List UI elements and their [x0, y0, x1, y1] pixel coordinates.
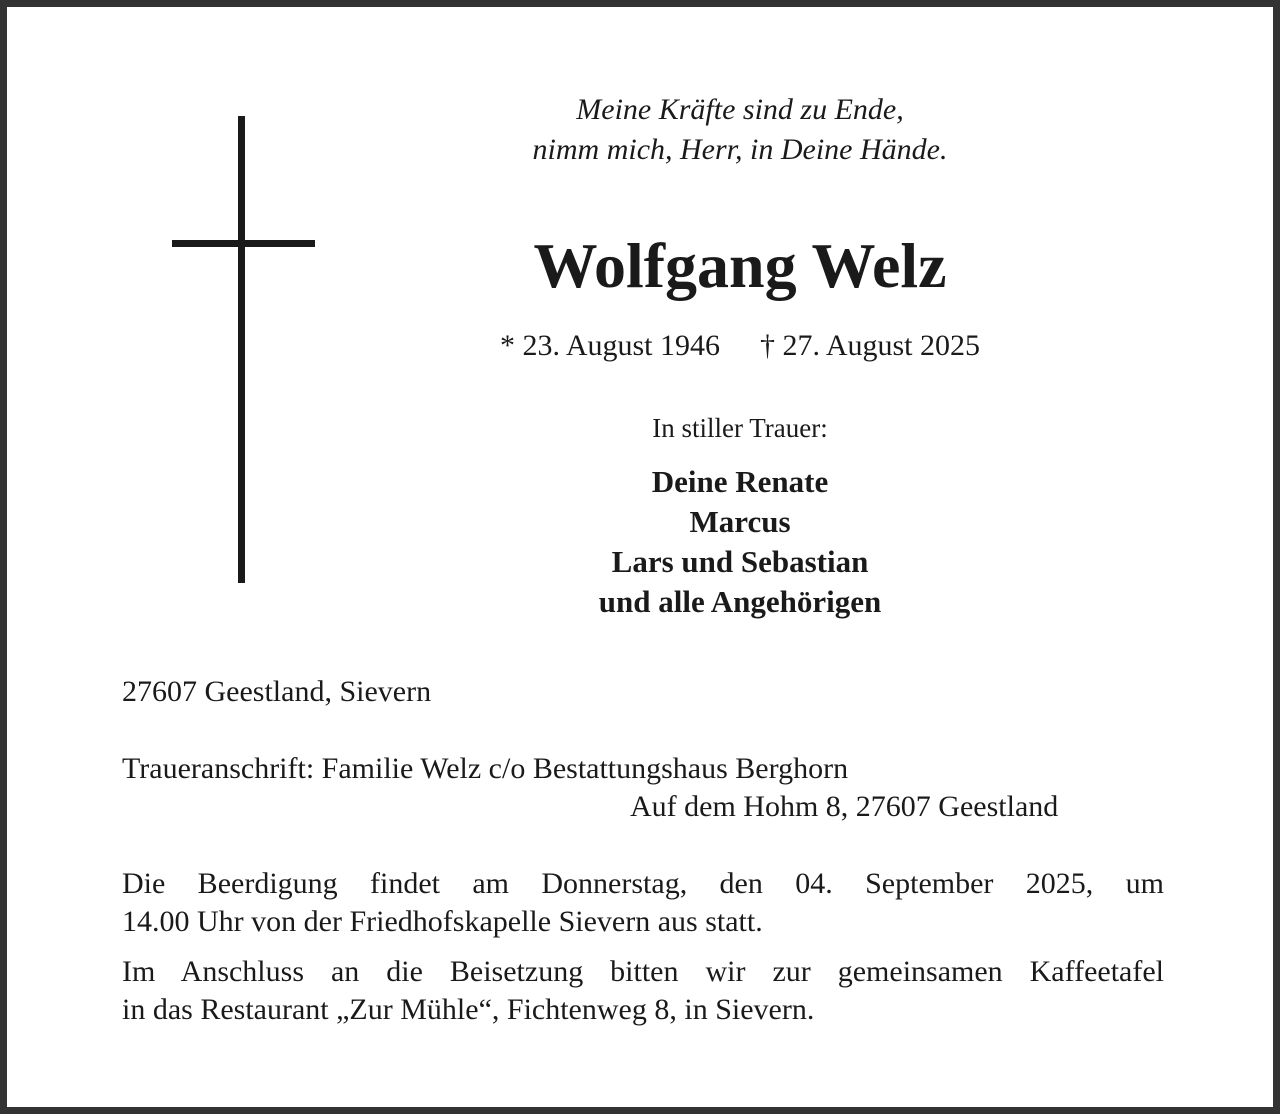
mourner: Marcus — [689, 504, 791, 539]
mourner: Deine Renate — [651, 464, 829, 499]
mourner: Lars und Sebastian — [611, 544, 869, 579]
funeral-notice — [122, 865, 1164, 941]
verse-line-2: nimm mich, Herr, in Deine Hände. — [532, 133, 948, 166]
funeral-line-2: 14.00 Uhr von der Friedhofskapelle Sievern aus statt. — [122, 905, 763, 938]
cross-horizontal-bar — [172, 240, 315, 247]
cross-vertical-bar — [238, 116, 245, 583]
funeral-line-1: Die Beerdigung findet am Donnerstag, den 04. September 2025, um — [122, 867, 1164, 900]
birth-date: * 23. August 1946 — [499, 329, 720, 362]
life-dates — [390, 326, 1090, 366]
mourner: und alle Angehörigen — [598, 584, 882, 619]
reception-notice — [122, 953, 1164, 1029]
deceased-name: Wolfgang Welz — [533, 230, 947, 301]
address-line-1: Traueranschrift: Familie Welz c/o Bestattungshaus Berghorn — [122, 752, 849, 785]
mourning-intro: In stiller Trauer: — [652, 413, 828, 443]
verse-line-1: Meine Kräfte sind zu Ende, — [576, 93, 904, 126]
death-date: † 27. August 2025 — [760, 329, 981, 362]
address-line-2: Auf dem Hohm 8, 27607 Geestland — [630, 790, 1059, 823]
mourners-list — [390, 462, 1090, 622]
place: 27607 Geestland, Sievern — [122, 675, 432, 708]
reception-line-2: in das Restaurant „Zur Mühle“, Fichtenweg 8, in Sievern. — [122, 993, 815, 1026]
reception-line-1: Im Anschluss an die Beisetzung bitten wir zur gemeinsamen Kaffeetafel — [122, 955, 1164, 988]
verse — [390, 90, 1090, 170]
